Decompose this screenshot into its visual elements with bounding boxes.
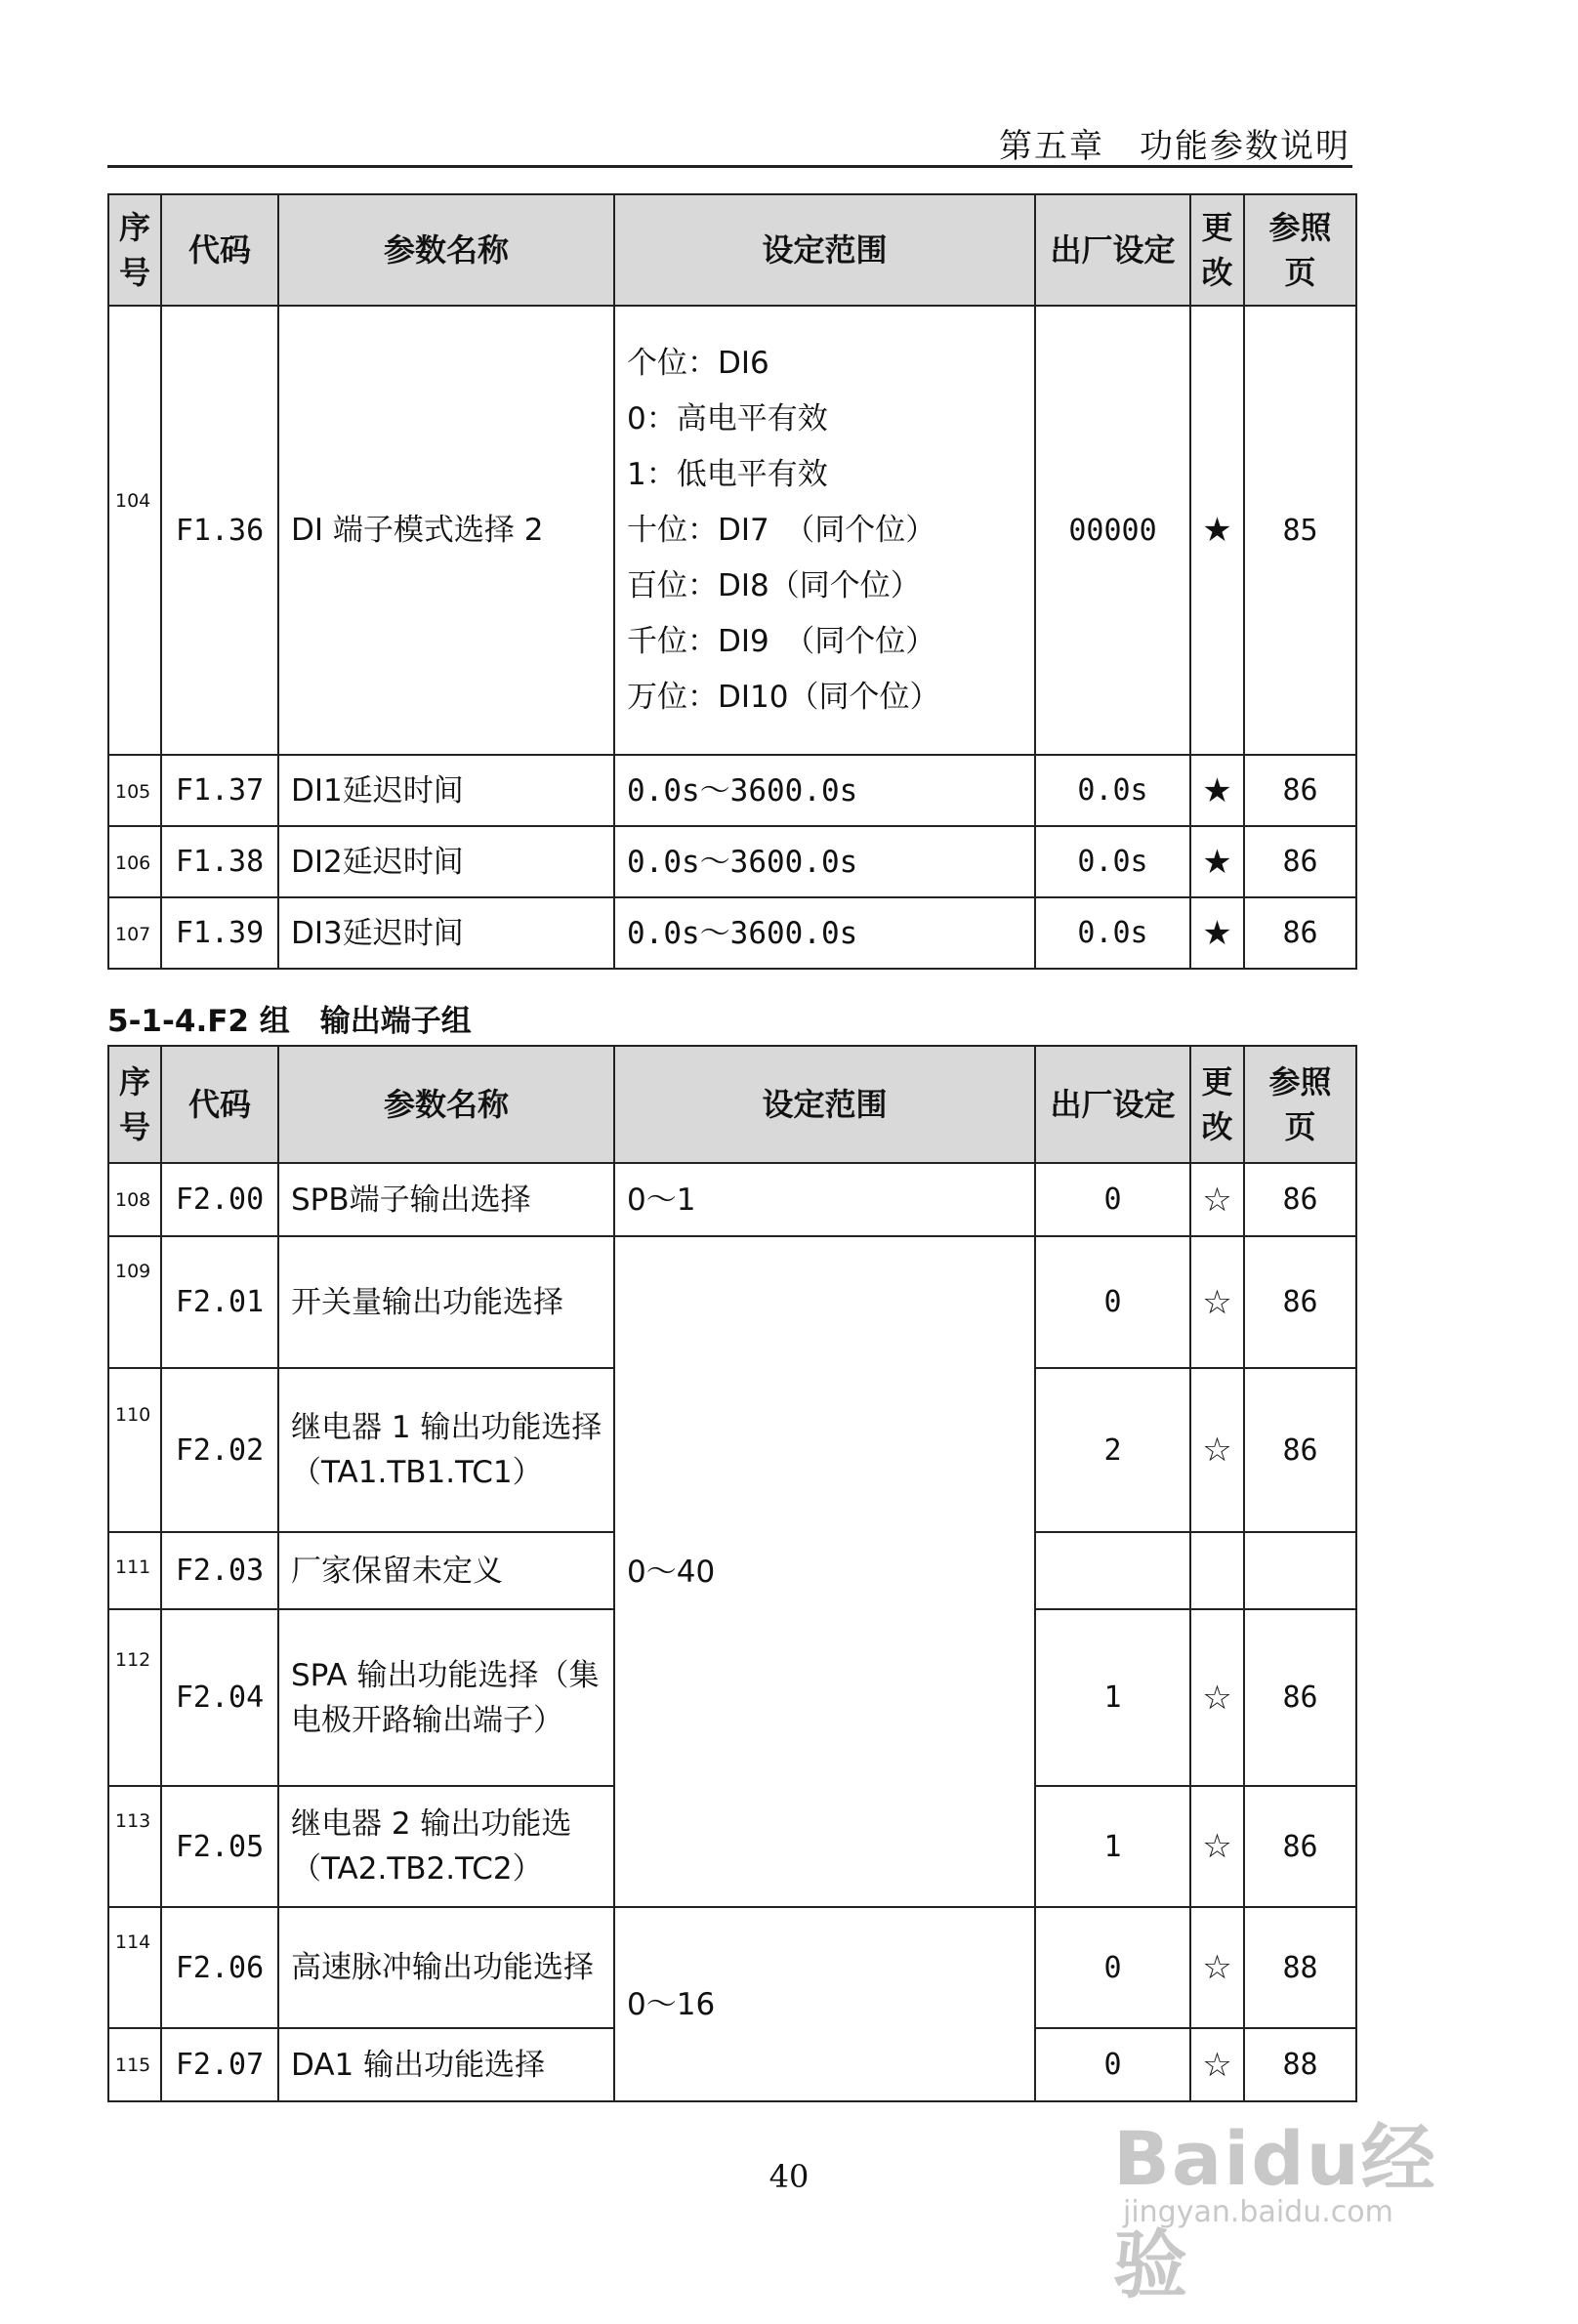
row-default: 0 — [1035, 2028, 1190, 2101]
row-index: 108 — [108, 1163, 161, 1236]
table-row — [108, 1236, 1356, 1368]
row-index: 115 — [108, 2028, 161, 2101]
filled-star-icon: ★ — [1190, 755, 1244, 826]
section-title: 5-1-4.F2 组 输出端子组 — [107, 1004, 472, 1039]
row-ref: 88 — [1244, 1907, 1356, 2028]
filled-star-icon: ★ — [1190, 897, 1244, 969]
outline-star-icon: ☆ — [1190, 1907, 1244, 2028]
row-name: DI2延迟时间 — [278, 826, 614, 897]
row-default: 2 — [1035, 1368, 1190, 1532]
range-line: 万位：DI10（同个位） — [627, 679, 940, 715]
row-ref: 86 — [1244, 826, 1356, 897]
col-header-code: 代码 — [161, 1046, 278, 1163]
row-name: SPA 输出功能选择（集电极开路输出端子） — [278, 1609, 614, 1786]
row-ref — [1244, 1532, 1356, 1609]
col-header-ref: 参照页 — [1244, 194, 1356, 306]
table-row — [108, 826, 1356, 897]
row-index: 104 — [108, 306, 161, 755]
row-ref: 86 — [1244, 1236, 1356, 1368]
filled-star-icon: ★ — [1190, 826, 1244, 897]
row-range-merged: 0～16 — [614, 1907, 1035, 2101]
row-ref: 86 — [1244, 1609, 1356, 1786]
row-index: 114 — [108, 1907, 161, 2028]
range-line: 个位：DI6 — [627, 345, 769, 381]
row-default: 0.0s — [1035, 826, 1190, 897]
row-name: DA1 输出功能选择 — [278, 2028, 614, 2101]
row-name: 继电器 2 输出功能选（TA2.TB2.TC2） — [278, 1786, 614, 1907]
row-index: 107 — [108, 897, 161, 969]
row-default: 0 — [1035, 1163, 1190, 1236]
range-line: 十位：DI7 （同个位） — [627, 512, 936, 548]
col-header-range: 设定范围 — [614, 1046, 1035, 1163]
row-name: 厂家保留未定义 — [278, 1532, 614, 1609]
range-line: 百位：DI8（同个位） — [627, 567, 921, 603]
row-range: 0.0s～3600.0s — [614, 826, 1035, 897]
outline-star-icon: ☆ — [1190, 1368, 1244, 1532]
row-range-merged: 0～40 — [614, 1236, 1035, 1907]
row-index: 110 — [108, 1368, 161, 1532]
row-code: F2.06 — [161, 1907, 278, 2028]
filled-star-icon: ★ — [1190, 306, 1244, 755]
row-code: F2.01 — [161, 1236, 278, 1368]
outline-star-icon: ☆ — [1190, 1236, 1244, 1368]
col-header-name: 参数名称 — [278, 1046, 614, 1163]
row-ref: 88 — [1244, 2028, 1356, 2101]
col-header-code: 代码 — [161, 194, 278, 306]
row-code: F1.37 — [161, 755, 278, 826]
row-name: DI3延迟时间 — [278, 897, 614, 969]
row-index: 106 — [108, 826, 161, 897]
row-code: F2.04 — [161, 1609, 278, 1786]
col-header-ref: 参照页 — [1244, 1046, 1356, 1163]
outline-star-icon: ☆ — [1190, 1609, 1244, 1786]
col-header-change: 更改 — [1190, 1046, 1244, 1163]
row-code: F2.07 — [161, 2028, 278, 2101]
range-line: 千位：DI9 （同个位） — [627, 623, 936, 659]
col-header-idx: 序号 — [108, 194, 161, 306]
range-line: 1：低电平有效 — [627, 456, 828, 492]
row-code: F1.39 — [161, 897, 278, 969]
row-ref: 85 — [1244, 306, 1356, 755]
row-name: DI1延迟时间 — [278, 755, 614, 826]
col-header-idx: 序号 — [108, 1046, 161, 1163]
outline-star-icon: ☆ — [1190, 1163, 1244, 1236]
row-index: 109 — [108, 1236, 161, 1368]
row-change — [1190, 1532, 1244, 1609]
row-code: F1.36 — [161, 306, 278, 755]
row-default: 0.0s — [1035, 897, 1190, 969]
row-name: SPB端子输出选择 — [278, 1163, 614, 1236]
watermark-url: jingyan.baidu.com — [1123, 2195, 1393, 2229]
row-code: F2.00 — [161, 1163, 278, 1236]
row-default: 0 — [1035, 1907, 1190, 2028]
row-default — [1035, 1532, 1190, 1609]
row-name: 开关量输出功能选择 — [278, 1236, 614, 1368]
watermark-logo: Baidu经验 — [1113, 2115, 1437, 2308]
outline-star-icon: ☆ — [1190, 1786, 1244, 1907]
row-range: 0～1 — [614, 1163, 1035, 1236]
row-range: 0.0s～3600.0s — [614, 897, 1035, 969]
row-code: F2.02 — [161, 1368, 278, 1532]
row-name: 高速脉冲输出功能选择 — [278, 1907, 614, 2028]
chapter-title: 第五章 功能参数说明 — [999, 127, 1350, 166]
baidu-watermark — [1113, 2099, 1484, 2308]
col-header-name: 参数名称 — [278, 194, 614, 306]
row-ref: 86 — [1244, 897, 1356, 969]
col-header-default: 出厂设定 — [1035, 194, 1190, 306]
row-default: 1 — [1035, 1609, 1190, 1786]
page-number: 40 — [768, 2158, 810, 2195]
row-index: 112 — [108, 1609, 161, 1786]
table-row — [108, 1163, 1356, 1236]
row-default: 00000 — [1035, 306, 1190, 755]
parameter-table-f1 — [107, 193, 1357, 970]
table-header-row — [108, 1046, 1356, 1163]
table-header-row — [108, 194, 1356, 306]
table-row — [108, 897, 1356, 969]
table-row — [108, 306, 1356, 755]
row-range-list — [614, 306, 1035, 755]
row-default: 0.0s — [1035, 755, 1190, 826]
row-code: F2.03 — [161, 1532, 278, 1609]
row-range: 0.0s～3600.0s — [614, 755, 1035, 826]
row-index: 105 — [108, 755, 161, 826]
row-default: 0 — [1035, 1236, 1190, 1368]
row-code: F2.05 — [161, 1786, 278, 1907]
row-index: 111 — [108, 1532, 161, 1609]
page-header — [107, 115, 1352, 168]
table-row — [108, 1907, 1356, 2028]
table-row — [108, 755, 1356, 826]
col-header-range: 设定范围 — [614, 194, 1035, 306]
row-name: 继电器 1 输出功能选择（TA1.TB1.TC1） — [278, 1368, 614, 1532]
col-header-default: 出厂设定 — [1035, 1046, 1190, 1163]
row-default: 1 — [1035, 1786, 1190, 1907]
outline-star-icon: ☆ — [1190, 2028, 1244, 2101]
row-ref: 86 — [1244, 755, 1356, 826]
range-line: 0：高电平有效 — [627, 400, 828, 436]
row-name: DI 端子模式选择 2 — [278, 306, 614, 755]
row-index: 113 — [108, 1786, 161, 1907]
parameter-table-f2 — [107, 1045, 1357, 2102]
row-code: F1.38 — [161, 826, 278, 897]
row-ref: 86 — [1244, 1163, 1356, 1236]
col-header-change: 更改 — [1190, 194, 1244, 306]
row-ref: 86 — [1244, 1786, 1356, 1907]
row-ref: 86 — [1244, 1368, 1356, 1532]
